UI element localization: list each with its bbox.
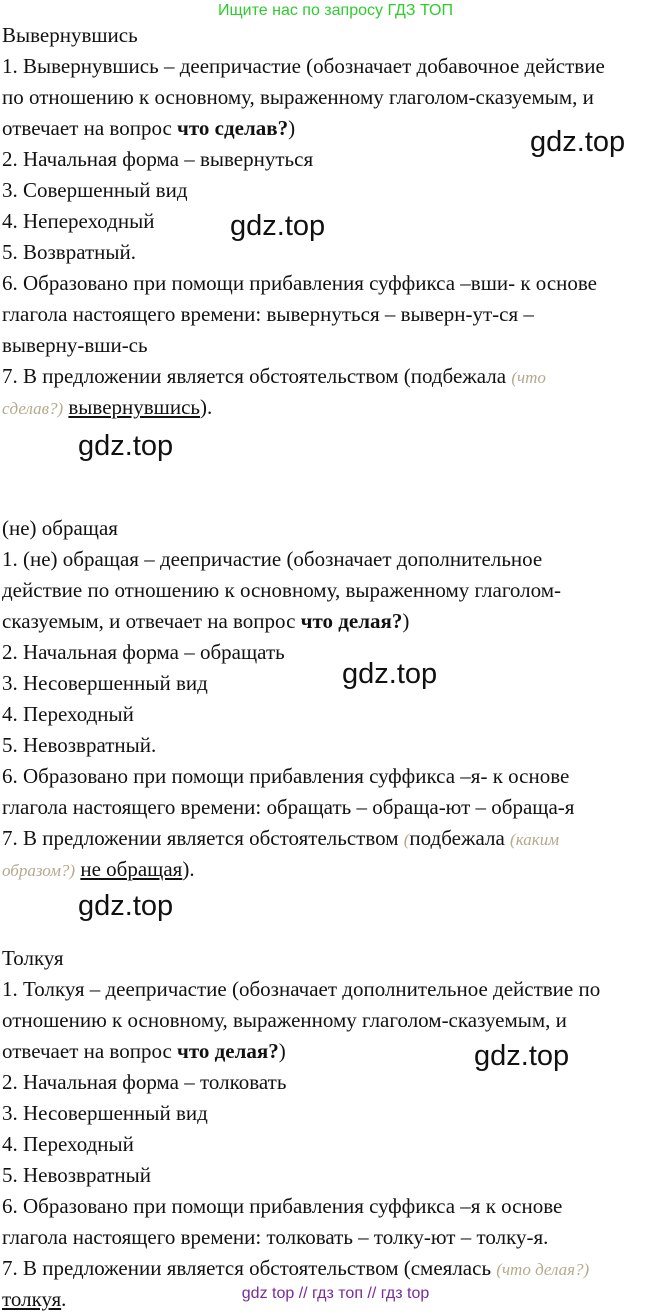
text-span: сказуемым, и отвечает на вопрос: [2, 609, 301, 633]
underlined-word: вывернувшись: [68, 395, 200, 419]
text-line: 6. Образовано при помощи прибавления суффикса –я- к основе: [2, 764, 570, 788]
watermark: gdz.top: [474, 1040, 570, 1072]
text-span: отвечает на вопрос: [2, 116, 178, 140]
text-span: .: [61, 1287, 67, 1311]
underlined-word: толкуя: [2, 1287, 62, 1311]
text-span: ).: [182, 857, 195, 881]
text-line: [2, 854, 670, 885]
text-span: 7. В предложении является обстоятельством: [2, 826, 404, 850]
question-bold: что делая?: [177, 1039, 279, 1063]
question-hint: образом?): [2, 861, 76, 880]
text-span: отвечает на вопрос: [2, 1039, 178, 1063]
text-line: [2, 392, 670, 423]
section-title: (не) обращая: [2, 516, 118, 540]
question-bold: что делая?: [300, 609, 403, 633]
text-line: по отношению к основному, выраженному глаголом-сказуемым, и: [2, 85, 594, 109]
text-line: [2, 361, 670, 392]
hint-paren: (: [403, 830, 410, 849]
text-line: 6. Образовано при помощи прибавления суффикса –вши- к основе: [2, 271, 598, 295]
text-span: подбежала: [409, 826, 511, 850]
text-line: 3. Несовершенный вид: [2, 671, 208, 695]
watermark: gdz.top: [342, 658, 438, 690]
underlined-word: не обращая: [80, 857, 183, 881]
text-span: 7. В предложении является обстоятельством (смеялась: [2, 1256, 497, 1280]
question-hint: (что делая?): [496, 1260, 590, 1279]
watermark: gdz.top: [230, 210, 326, 242]
text-line: [2, 1036, 670, 1067]
footer-links: gdz top // гдз топ // гдз top: [241, 1285, 430, 1302]
question-hint: (что: [511, 368, 546, 387]
text-line: 6. Образовано при помощи прибавления суффикса –я к основе: [2, 1194, 563, 1218]
question-hint: (каким: [510, 830, 560, 849]
question-hint: сделав?): [2, 399, 64, 418]
text-line: 3. Совершенный вид: [2, 178, 188, 202]
text-line: 3. Несовершенный вид: [2, 1101, 208, 1125]
text-line: отношению к основному, выраженному глаголом-сказуемым, и: [2, 1008, 567, 1032]
text-line: 4. Переходный: [2, 702, 134, 726]
section-title: Толкуя: [2, 946, 64, 970]
text-line: 2. Начальная форма – обращать: [2, 640, 285, 664]
text-line: 1. Толкуя – деепричастие (обозначает дополнительное действие по: [2, 977, 601, 1001]
text-line: [2, 823, 670, 854]
watermark: gdz.top: [530, 126, 626, 158]
text-line: 4. Непереходный: [2, 209, 155, 233]
text-line: глагола настоящего времени: обращать – обраща-ют – обраща-я: [2, 795, 575, 819]
text-line: 1. (не) обращая – деепричастие (обозначает дополнительное: [2, 547, 543, 571]
text-span: 7. В предложении является обстоятельством (подбежала: [2, 364, 512, 388]
text-line: 5. Возвратный.: [2, 240, 137, 264]
text-line: действие по отношению к основному, выраженному глаголом-: [2, 578, 562, 602]
text-span: ).: [200, 395, 213, 419]
text-span: ): [402, 609, 410, 633]
text-line: глагола настоящего времени: вывернуться – выверн-ут-ся –: [2, 302, 534, 326]
watermark: gdz.top: [78, 430, 174, 462]
top-banner: Ищите нас по запросу ГДЗ ТОП: [218, 2, 453, 19]
text-span: ): [288, 116, 296, 140]
text-line: вывернy-вши-сь: [2, 333, 148, 357]
text-line: 5. Невозвратный: [2, 1163, 152, 1187]
text-line: глагола настоящего времени: толковать – толку-ют – толку-я.: [2, 1225, 549, 1249]
question-bold: что сделав?: [177, 116, 289, 140]
text-line: 5. Невозвратный.: [2, 733, 157, 757]
text-line: 4. Переходный: [2, 1132, 134, 1156]
text-line: 2. Начальная форма – вывернуться: [2, 147, 314, 171]
section-title: Вывернувшись: [2, 23, 138, 47]
text-line: 1. Вывернувшись – деепричастие (обозначает добавочное действие: [2, 54, 605, 78]
text-line: [2, 1253, 670, 1284]
text-line: 2. Начальная форма – толковать: [2, 1070, 287, 1094]
document-body: [2, 20, 670, 1315]
text-span: ): [278, 1039, 286, 1063]
watermark: gdz.top: [78, 890, 174, 922]
text-line: [2, 606, 670, 637]
